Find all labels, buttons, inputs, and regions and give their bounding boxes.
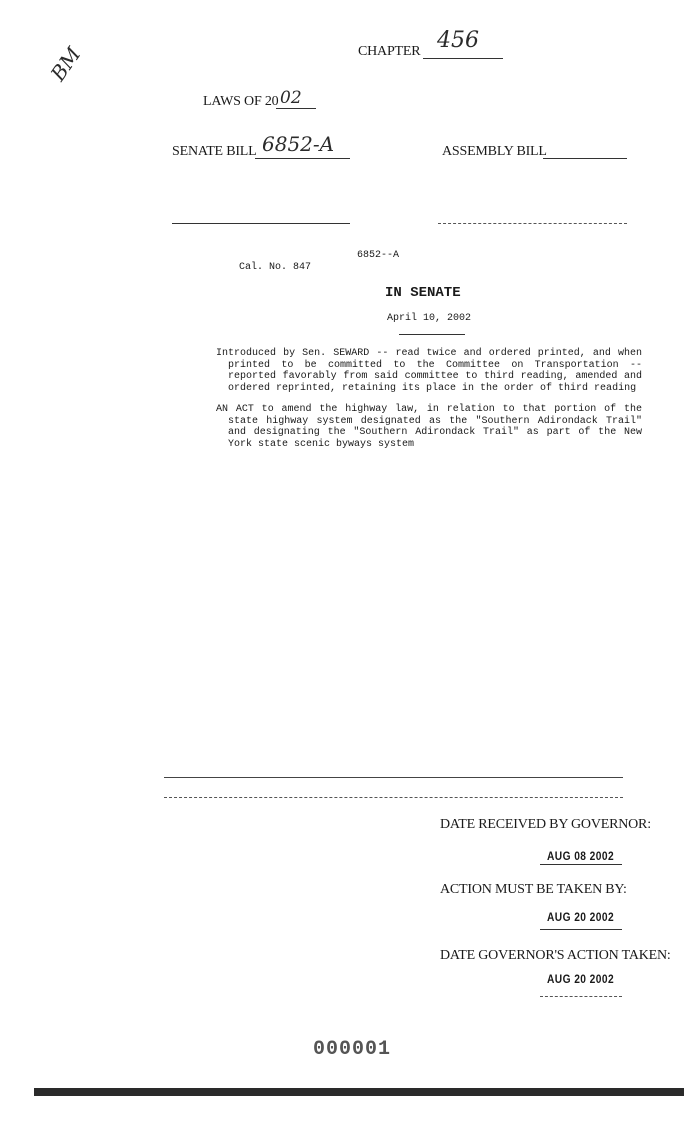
scan-edge-bar [34,1088,684,1096]
assembly-bill-line [543,158,627,159]
chapter-number: 456 [437,28,479,53]
senate-bill-number: 6852-A [262,132,335,156]
bill-date: April 10, 2002 [387,313,472,324]
chamber-heading: IN SENATE [385,285,461,301]
action-deadline-stamp: AUG 20 2002 [547,910,615,924]
calendar-number: Cal. No. 847 [239,262,312,273]
date-received-line [540,864,622,865]
lower-rule-1 [164,777,623,778]
senate-bill-label: SENATE BILL [172,144,257,159]
action-taken-line [540,996,622,997]
blank-line-right [438,223,627,224]
print-number: 6852--A [357,250,400,261]
introduced-paragraph [216,348,642,394]
action-taken-stamp: AUG 20 2002 [547,972,615,986]
margin-initials: BM [45,42,86,86]
act-text: AN ACT to amend the highway law, in relation to that portion of the state highway system designated as the "Southern Adirondack Trail" and designating the "Southern Adirondack Trail" as part of the New York state scenic byways system [216,404,642,450]
senate-bill-line [255,158,350,159]
laws-label: LAWS OF 20 [203,94,279,109]
action-taken-label: DATE GOVERNOR'S ACTION TAKEN: [440,948,671,963]
act-paragraph [216,404,642,450]
assembly-bill-label: ASSEMBLY BILL [442,144,547,159]
chapter-label: CHAPTER [358,44,421,59]
lower-rule-2 [164,797,623,798]
date-received-label: DATE RECEIVED BY GOVERNOR: [440,817,651,832]
action-deadline-line [540,929,622,930]
action-deadline-label: ACTION MUST BE TAKEN BY: [440,882,627,897]
laws-line [276,108,316,109]
date-rule [399,334,465,335]
page-number: 000001 [313,1038,392,1061]
blank-line-left [172,223,350,224]
laws-year: 02 [280,88,302,108]
introduced-text: Introduced by Sen. SEWARD -- read twice and ordered printed, and when printed to be committed to the Committee on Transportation -- reported favorably from said committee to third reading, amended and ordered reprinted, retaining its place in the order of third reading [216,348,642,394]
date-received-stamp: AUG 08 2002 [547,849,615,863]
chapter-line [423,58,503,59]
